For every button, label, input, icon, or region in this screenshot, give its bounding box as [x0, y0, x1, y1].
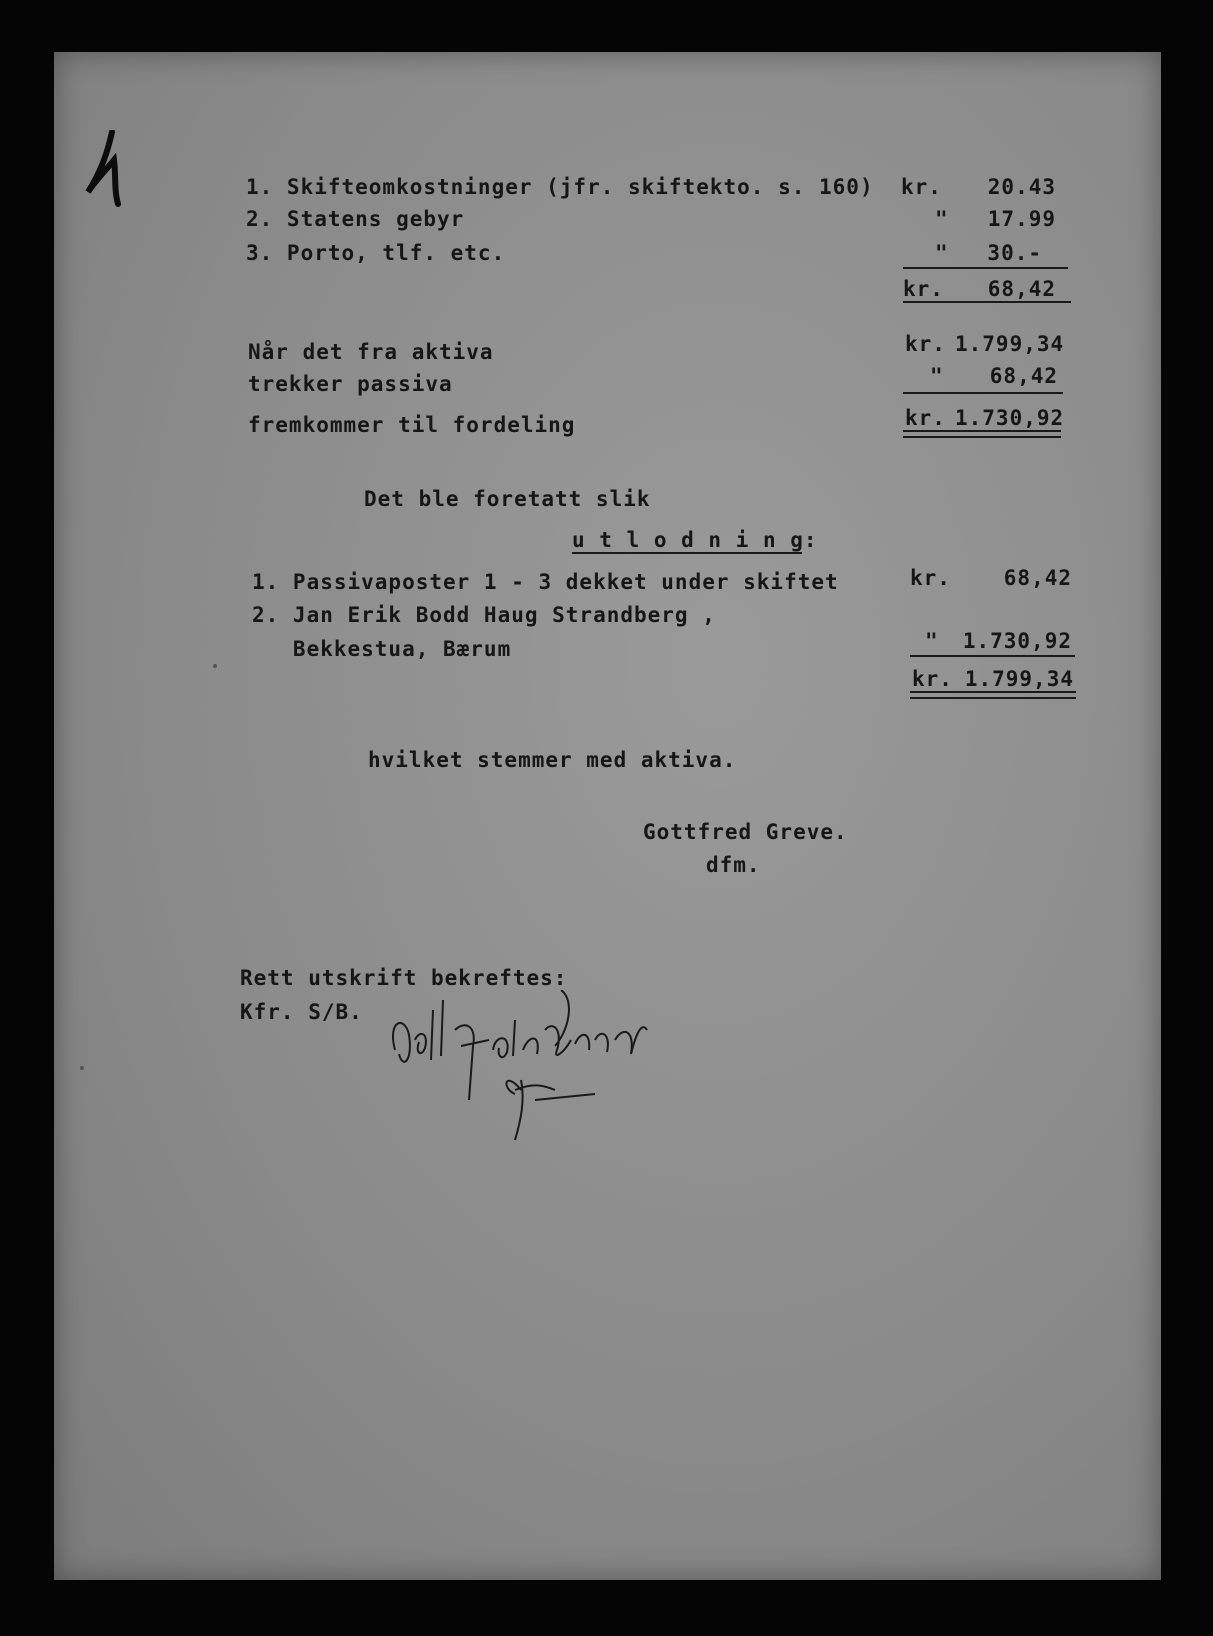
distribution-intro: Det ble foretatt slik [364, 487, 651, 511]
distribution-heading: u t l o d n i n g: [572, 528, 818, 552]
distribution-item-1-amount: 68,42 [1003, 566, 1072, 590]
cost-item-2-prefix: " [935, 207, 949, 231]
distribution-item-2-prefix: " [925, 629, 939, 653]
cost-item-2-amount: 17.99 [987, 207, 1056, 231]
closing-statement: hvilket stemmer med aktiva. [368, 748, 737, 772]
page-number-mark [82, 130, 122, 210]
cost-item-3-label: 3. Porto, tlf. etc. [246, 241, 506, 265]
distribution-item-2-label: 2. Jan Erik Bodd Haug Strandberg , [252, 603, 716, 627]
cost-total-rule [903, 301, 1071, 303]
cost-item-1-prefix: kr. [901, 175, 942, 199]
calc-line-2-amount: 68,42 [989, 364, 1058, 388]
signatory-title: dfm. [706, 853, 761, 877]
handwritten-signature [385, 990, 685, 1160]
paper-speck [80, 1066, 84, 1070]
cost-item-3-prefix: " [935, 241, 949, 265]
distribution-item-1-prefix: kr. [910, 566, 951, 590]
calc-line-1-amount: 1.799,34 [955, 332, 1065, 356]
calc-subtract-rule [903, 392, 1063, 394]
distribution-subtotal-rule [910, 655, 1075, 657]
cost-item-2-label: 2. Statens gebyr [246, 207, 465, 231]
distribution-total-rule-1 [910, 691, 1076, 693]
cost-subtotal-rule [903, 267, 1068, 269]
distribution-total-prefix: kr. [912, 667, 953, 691]
cost-total-amount: 68,42 [987, 277, 1056, 301]
cost-item-1-label: 1. Skifteomkostninger (jfr. skiftekto. s. 160) [246, 175, 874, 199]
distribution-item-1-label: 1. Passivaposter 1 - 3 dekket under skiftet [252, 570, 839, 594]
paper-speck [213, 664, 217, 668]
calc-line-2-label: trekker passiva [248, 372, 453, 396]
calc-line-1-label: Når det fra aktiva [248, 340, 494, 364]
calc-total-rule-2 [903, 436, 1061, 438]
calc-line-2-prefix: " [930, 364, 944, 388]
certification-line-1: Rett utskrift bekreftes: [240, 966, 568, 990]
cost-total-prefix: kr. [903, 277, 944, 301]
distribution-item-2-address: Bekkestua, Bærum [252, 637, 512, 661]
calc-line-1-prefix: kr. [905, 332, 946, 356]
certification-line-2: Kfr. S/B. [240, 1000, 363, 1024]
cost-item-3-amount: 30.- [987, 241, 1042, 265]
calc-total-rule-1 [903, 430, 1061, 432]
distribution-item-2-amount: 1.730,92 [962, 629, 1072, 653]
distribution-total-amount: 1.799,34 [964, 667, 1074, 691]
calc-line-3-amount: 1.730,92 [955, 406, 1065, 430]
distribution-heading-underline [572, 552, 802, 554]
signatory-name: Gottfred Greve. [643, 820, 848, 844]
cost-item-1-amount: 20.43 [987, 175, 1056, 199]
distribution-total-rule-2 [910, 697, 1076, 699]
calc-line-3-label: fremkommer til fordeling [248, 413, 576, 437]
calc-line-3-prefix: kr. [905, 406, 946, 430]
